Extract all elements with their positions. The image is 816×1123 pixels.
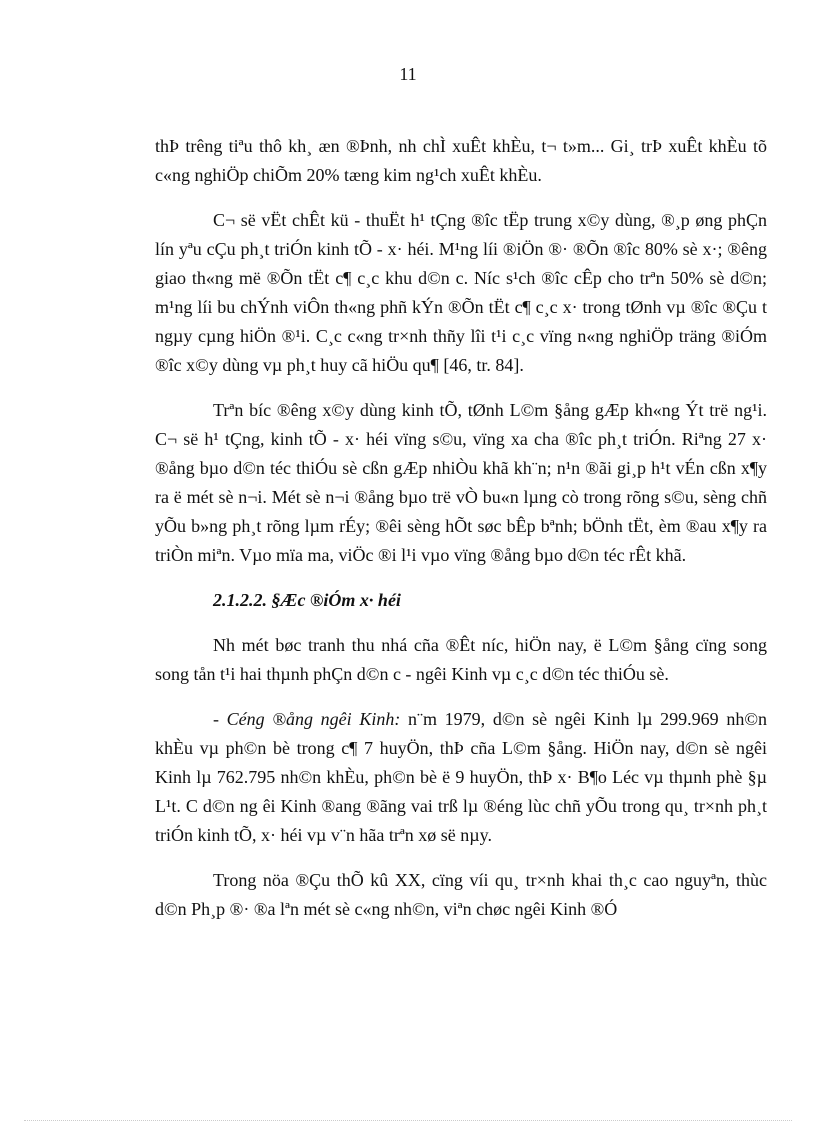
paragraph-2: C¬ së vËt chÊt kü - thuËt h¹ tÇng ®îc tËp trung x©y dùng, ®¸p øng phÇn lín yªu cÇu ph¸t triÓn kinh tÕ - x· héi. M¹ng líi ®iÖn ®· ®Õn ®îc 80% sè x·; ®êng giao th«ng më ®Õn tËt c¶ c¸c khu d©n c. Níc s¹ch ®îc cÊp cho trªn 50% sè d©n; m¹ng líi bu chÝnh viÔn th«ng phñ kÝn ®Õn tËt c¶ c¸c x· trong tØnh vµ ®îc ®Çu t ngµy cµng hiÖn ®¹i. C¸c c«ng tr×nh thñy lîi t¹i c¸c vïng n«ng nghiÖp träng ®iÓm ®îc x©y dùng vµ ph¸t huy cã hiÖu qu¶ [46, tr. 84]. (155, 210, 767, 375)
document-body (155, 132, 767, 940)
paragraph-1: thÞ trêng tiªu thô kh¸ æn ®Þnh, nh chÌ xuÊt khÈu, t¬ t»m... Gi¸ trÞ xuÊt khÈu tõ c«ng nghiÖp chiÕm 20% tæng kim ng¹ch xuÊt khÈu. (155, 136, 767, 185)
paragraph-5-text: n¨m 1979, d©n sè ngêi Kinh lµ 299.969 nh©n khÈu vµ ph©n bè trong c¶ 7 huyÖn, thÞ cña L©m §ång. HiÖn nay, d©n sè ngêi Kinh lµ 762.795 nh©n khÈu, ph©n bè ë 9 huyÖn, thÞ x· B¶o Léc vµ thµnh phè §µ L¹t. C d©n ng êi Kinh ®ang ®ãng vai trß lµ ®éng lùc chñ yÕu trong qu¸ tr×nh ph¸t triÓn kinh tÕ, x· héi vµ v¨n hãa trªn xø së nµy. (155, 709, 768, 845)
paragraph-lead: - Céng ®ång ngêi Kinh: (213, 709, 401, 729)
page-bottom-rule (24, 1120, 792, 1121)
section-heading: 2.1.2.2. §Æc ®iÓm x· héi (213, 590, 401, 610)
paragraph-6: Trong nöa ®Çu thÕ kû XX, cïng víi qu¸ tr×nh khai th¸c cao nguyªn, thùc d©n Ph¸p ®· ®a lªn mét sè c«ng nh©n, viªn chøc ngêi Kinh ®Ó (155, 870, 767, 919)
paragraph-5 (155, 705, 767, 850)
paragraph-3: Trªn bíc ®êng x©y dùng kinh tÕ, tØnh L©m §ång gÆp kh«ng Ýt trë ng¹i. C¬ së h¹ tÇng, kinh tÕ - x· héi vïng s©u, vïng xa cha ®îc ph¸t triÓn. Riªng 27 x· ®ång bµo d©n téc thiÓu sè cßn gÆp nhiÒu khã kh¨n; n¹n ®ãi gi¸p h¹t vÉn cßn x¶y ra ë mét sè n¬i. Mét sè n¬i ®ång bµo trë vÒ bu«n lµng cò trong rõng s©u, sèng chñ yÕu b»ng ph¸t rõng lµm rÉy; ®êi sèng hÕt søc bÊp bªnh; bÖnh tËt, èm ®au x¶y ra triÒn miªn. Vµo mïa ma, viÖc ®i l¹i vµo vïng ®ång bµo d©n téc rÊt khã. (155, 400, 767, 565)
paragraph-4: Nh mét bøc tranh thu nhá cña ®Êt níc, hiÖn nay, ë L©m §ång cïng song song tån t¹i hai thµnh phÇn d©n c - ngêi Kinh vµ c¸c d©n téc thiÓu sè. (155, 635, 767, 684)
page-number: 11 (399, 64, 417, 84)
